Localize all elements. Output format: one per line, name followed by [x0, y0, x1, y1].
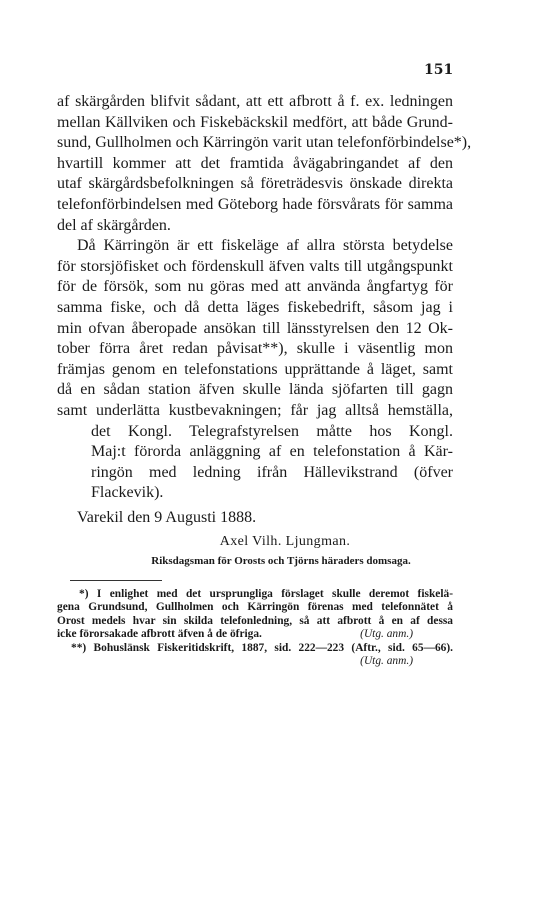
signature: Axel Vilh. Ljungman.: [219, 534, 351, 550]
signature-role: Riksdagsman för Orosts och Tjörns häraders domsaga.: [151, 555, 411, 568]
footnote-line: gena Grundsund, Gullholmen och Kärringön förenas med telefonnätet å: [57, 601, 453, 614]
text-line: sund, Gullholmen och Kärringön varit utan telefonförbindelse*),: [57, 134, 472, 152]
text-line: hvartill kommer att det framtida åvägabringandet af den: [57, 154, 453, 172]
date-line: Varekil den 9 Augusti 1888.: [77, 508, 257, 526]
footnote-line: **) Bohuslänsk Fiskeritidskrift, 1887, sid. 222—223 (Aftr., sid. 65—66).: [71, 641, 453, 654]
page-number: 151: [424, 62, 454, 78]
text-line: samt underlätta kustbevakningen; får jag alltså hemställa,: [57, 401, 453, 419]
footnote-line: [57, 628, 453, 641]
text-line: telefonförbindelsen med Göteborg hade försvårats för samma: [57, 195, 453, 213]
text-line: för de försök, som nu göras med att använda ångfartyg för: [57, 278, 453, 296]
text-line: mellan Källviken och Fiskebäckskil medfört, att både Grund-: [57, 113, 453, 131]
text-line: främjas genom en telefonstations upprättande å läget, samt: [57, 360, 453, 378]
text-line: Flackevik).: [91, 484, 164, 502]
text-line: af skärgården blifvit sådant, att ett afbrott å f. ex. ledningen: [57, 93, 453, 110]
text-line: det Kongl. Telegrafstyrelsen måtte hos Kongl.: [91, 422, 453, 440]
footnote-divider: [70, 580, 162, 581]
text-line: del af skärgården.: [57, 216, 171, 234]
text-line: utaf skärgårdsbefolkningen så företrädesvis önskade direkta: [57, 175, 453, 193]
footnote-line: Orost medels hvar sin skilda telefonledning, så att afbrott å en af dessa: [57, 614, 453, 627]
text-line: Då Kärringön är ett fiskeläge af allra största betydelse: [77, 237, 453, 255]
text-line: för storsjöfisket och fördenskull äfven valts till utgångspunkt: [57, 257, 453, 275]
footnote-line: *) I enlighet med det ursprungliga förslaget skulle deremot fiskelä-: [79, 588, 453, 600]
footnote-editor-note: (Utg. anm.): [360, 628, 413, 641]
text-line: min ofvan åberopade ansökan till länsstyrelsen den 12 Ok-: [57, 319, 453, 337]
text-line: ringön med ledning ifrån Hällevikstrand (öfver: [91, 463, 453, 481]
text-line: då en sådan station äfven skulle lända sjöfarten till gagn: [57, 381, 453, 399]
text-line: Maj:t förorda anläggning af en telefonstation å Kär-: [91, 443, 453, 461]
text-line: samma fiske, och då detta läges fiskebedrift, såsom jag i: [57, 298, 453, 316]
footnote-text: icke förorsakade afbrott äfven å de öfriga.: [57, 628, 262, 641]
footnotes: [57, 588, 453, 668]
text-line: tober förra året redan påvisat**), skulle i väsentlig mon: [57, 340, 453, 358]
footnote-editor-note: (Utg. anm.): [360, 655, 413, 668]
main-text: [57, 92, 472, 569]
